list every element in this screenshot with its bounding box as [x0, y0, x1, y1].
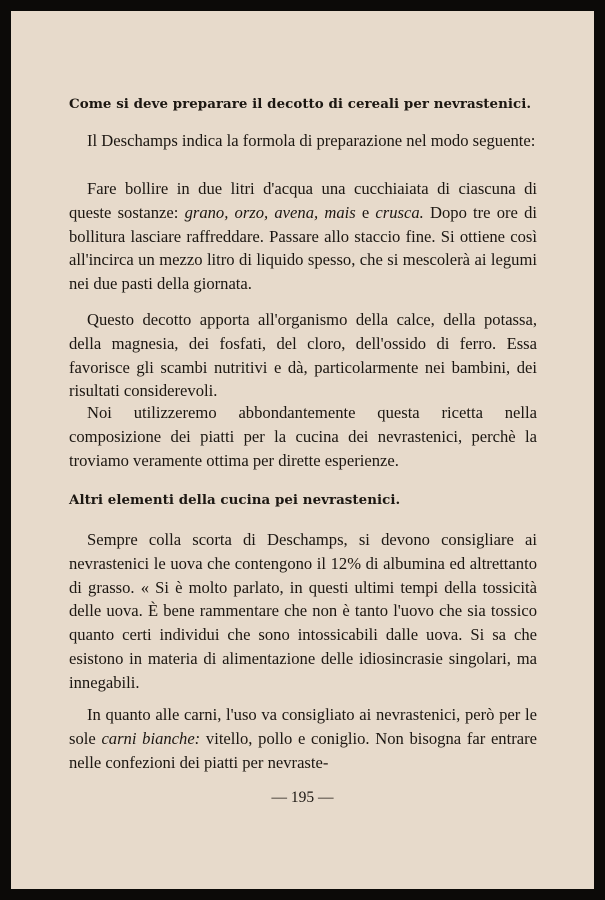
meats-text-start: In quanto alle carni, l'uso va consigliato ai nevrastenici, però per le sole	[69, 705, 537, 748]
section-heading-altri-elementi: Altri elementi della cucina pei nevrastenici.	[69, 492, 401, 508]
recipe-text-start: Fare bollire in due litri d'acqua una cucchiaiata di ciascuna di queste sostanze:	[69, 179, 537, 222]
paragraph-benefits	[69, 308, 537, 403]
book-page	[11, 11, 594, 889]
recipe-conjunction: e	[355, 202, 376, 222]
paragraph-benefits-text: Questo decotto apporta all'organismo della calce, della potassa, della magnesia, dei fosfati, del cloro, dell'ossido di ferro. Essa favorisce gli scambi nutritivi e dà, particolarmente nei bambini, dei risultati considerevoli.	[69, 310, 537, 401]
recipe-last-ingredient: crusca.	[375, 202, 424, 222]
meats-white-meats: carni bianche:	[101, 728, 201, 748]
paragraph-eggs-text: Sempre colla scorta di Deschamps, si devono consigliare ai nevrastenici le uova che contengono il 12% di albumina ed altrettanto di grasso. « Si è molto parlato, in questi ultimi tempi della tossicità delle uova. È bene rammentare che non è tanto l'uovo che sia tossico quanto certi individui che sono intossicabili dalle uova. Si sa che esistono in materia di alimentazione delle idiosincrasie singolari, ma innegabili.	[69, 530, 537, 692]
page-number: — 195 —	[271, 789, 334, 806]
recipe-ingredients: grano, orzo, avena, mais	[184, 202, 356, 222]
section-heading-decotto: Come si deve preparare il decotto di cereali per nevrastenici.	[69, 96, 532, 112]
paragraph-intro	[69, 129, 537, 153]
paragraph-recipe	[69, 177, 537, 296]
recipe-text-end: Dopo tre ore di bollitura lasciare raffreddare. Passare allo staccio fine. Si ottiene così all'incirca un mezzo litro di liquido spesso, che si mescolerà ai legumi nei due pasti della giornata.	[69, 202, 537, 294]
paragraph-usage	[69, 401, 537, 472]
paragraph-eggs	[69, 528, 537, 695]
paragraph-meats	[69, 703, 537, 774]
meats-text-end: vitello, pollo e coniglio. Non bisogna far entrare nelle confezioni dei piatti per nevraste-	[69, 728, 537, 772]
paragraph-usage-text: Noi utilizzeremo abbondantemente questa ricetta nella composizione dei piatti per la cucina dei nevrastenici, perchè la troviamo veramente ottima per dirette esperienze.	[69, 403, 537, 470]
paragraph-intro-text: Il Deschamps indica la formola di preparazione nel modo seguente:	[87, 131, 536, 150]
